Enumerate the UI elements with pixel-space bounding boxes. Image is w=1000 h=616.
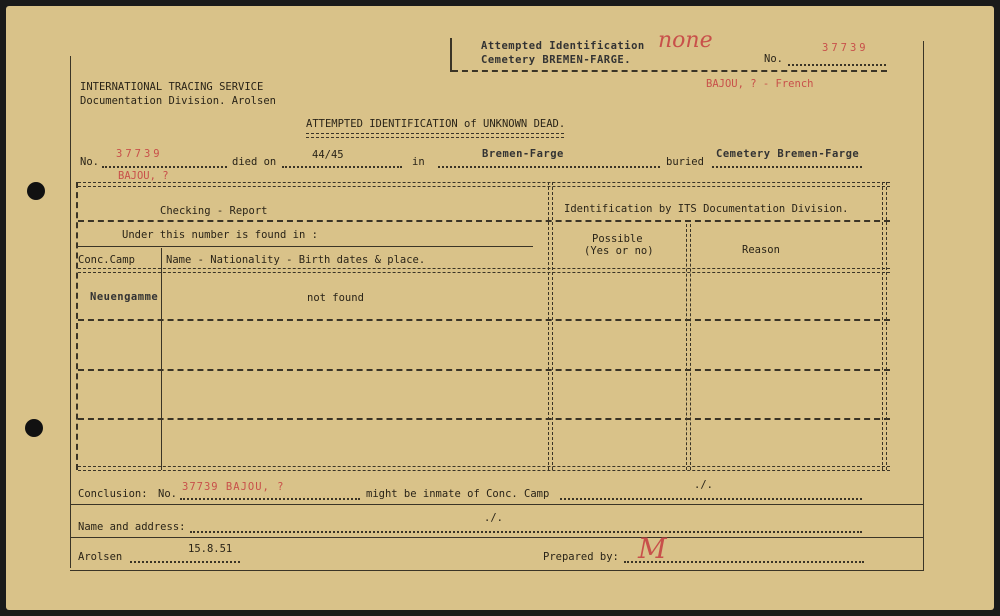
row1-result: not found: [307, 292, 364, 304]
stamp-box-bottom: [452, 70, 887, 72]
table-row2-bottom: [78, 369, 890, 371]
table-bottom-rule: [78, 466, 890, 471]
table-col-divider-camp: [161, 248, 162, 470]
org-line-1: INTERNATIONAL TRACING SERVICE: [80, 81, 264, 93]
buried-label: buried: [666, 156, 704, 168]
form-left-border: [70, 56, 71, 568]
buried-value: Cemetery Bremen-Farge: [716, 148, 860, 160]
prepared-by-label: Prepared by:: [543, 551, 619, 563]
place-value: Bremen-Farge: [482, 148, 564, 160]
conclusion-text: might be inmate of Conc. Camp: [366, 488, 550, 500]
org-line-2: Documentation Division. Arolsen: [80, 95, 276, 107]
handwritten-none: none: [658, 28, 713, 53]
form-right-border: [923, 41, 924, 571]
name-address-rule: [70, 537, 923, 538]
table-top-rule: [78, 182, 890, 187]
footer-date-dots: [130, 561, 240, 563]
top-card-number: 37739: [822, 42, 869, 54]
signature: M: [638, 532, 667, 565]
buried-dots: [712, 166, 862, 168]
table-rule-2: [78, 220, 890, 222]
name-address-label: Name and address:: [78, 521, 186, 533]
checking-report-header: Checking - Report: [160, 205, 268, 217]
stamp-line-2: Cemetery BREMEN-FARGE.: [481, 54, 632, 66]
stamp-line-1: Attempted Identification: [481, 40, 645, 52]
header-red-name: BAJOU, ? - French: [706, 78, 814, 90]
record-no-dots: [102, 166, 227, 168]
died-label: died on: [232, 156, 277, 168]
tracing-card: [6, 6, 994, 610]
record-red-name: BAJOU, ?: [118, 170, 169, 182]
name-column-header: Name - Nationality - Birth dates & place.: [166, 254, 426, 266]
in-label: in: [412, 156, 425, 168]
conclusion-label: Conclusion:: [78, 488, 148, 500]
form-title: ATTEMPTED IDENTIFICATION of UNKNOWN DEAD.: [306, 118, 566, 130]
conclusion-rule: [70, 504, 923, 505]
punch-hole-bottom: [25, 419, 43, 437]
conclusion-camp-value: ./.: [694, 479, 713, 491]
table-row3-bottom: [78, 418, 890, 420]
name-address-dots: [190, 531, 862, 533]
table-col-divider-main: [548, 182, 553, 470]
table-col-divider-reason: [686, 224, 691, 470]
conclusion-no-dots: [180, 498, 360, 500]
punch-hole-top: [27, 182, 45, 200]
footer-bottom-rule: [70, 570, 923, 571]
identification-header: Identification by ITS Documentation Division.: [564, 203, 849, 215]
record-number: 37739: [116, 148, 163, 160]
row1-camp: Neuengamme: [90, 291, 159, 303]
table-right-border: [882, 182, 887, 470]
possible-header: Possible: [592, 233, 643, 245]
table-left-border: [76, 182, 78, 470]
stamp-box-left: [450, 38, 452, 72]
table-row1-bottom: [78, 319, 890, 321]
top-no-dots: [788, 64, 886, 66]
under-number-header: Under this number is found in :: [122, 229, 318, 241]
top-no-label: No.: [764, 53, 783, 65]
place-dots: [438, 166, 660, 168]
camp-column-header: Conc.Camp: [78, 254, 135, 266]
yes-or-no-header: (Yes or no): [584, 245, 654, 257]
conclusion-camp-dots: [560, 498, 862, 500]
footer-place: Arolsen: [78, 551, 123, 563]
reason-header: Reason: [742, 244, 780, 256]
died-dots: [282, 166, 402, 168]
conclusion-red-value: 37739 BAJOU, ?: [182, 481, 285, 493]
table-rule-under-number: [78, 246, 533, 247]
conclusion-no-label: No.: [158, 488, 177, 500]
table-header-bottom-rule: [78, 268, 890, 273]
name-address-value: ./.: [484, 512, 503, 524]
died-value: 44/45: [312, 149, 344, 161]
title-underline: [306, 133, 564, 138]
record-no-label: No.: [80, 156, 99, 168]
footer-date: 15.8.51: [188, 543, 233, 555]
